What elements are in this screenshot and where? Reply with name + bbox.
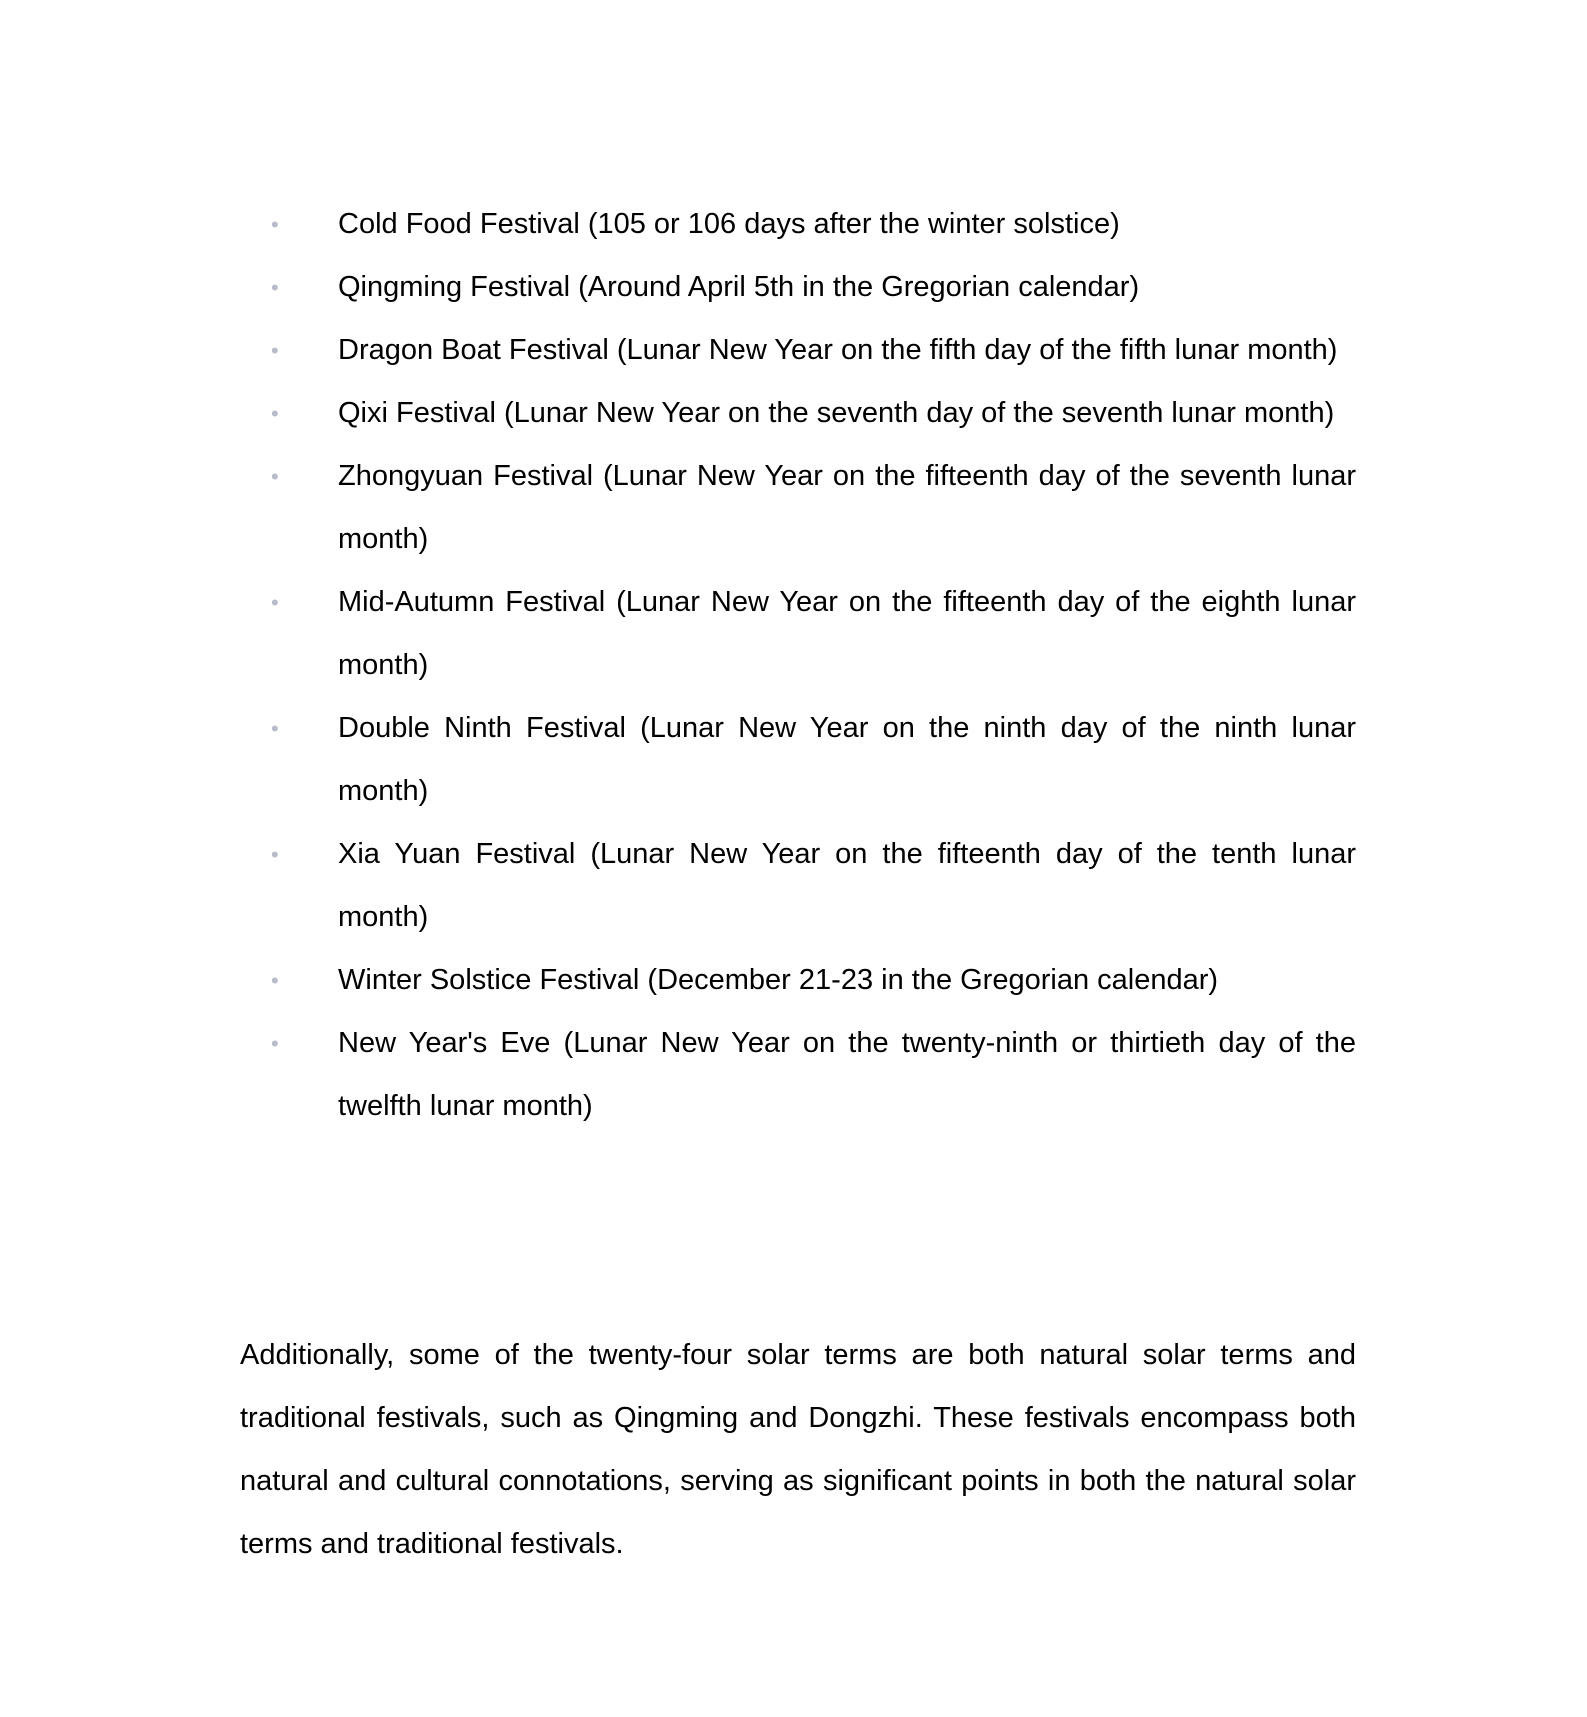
bullet-icon: [271, 382, 279, 445]
list-item-text: New Year's Eve (Lunar New Year on the twenty-ninth or thirtieth day of the twelfth lunar month): [338, 1027, 1356, 1122]
list-item: [240, 949, 1356, 1012]
list-item: [240, 445, 1356, 571]
bullet-icon: [271, 1012, 279, 1075]
bullet-icon: [271, 445, 279, 508]
bullet-icon: [271, 823, 279, 886]
bullet-icon: [271, 571, 279, 634]
list-item: [240, 193, 1356, 256]
list-item-text: Double Ninth Festival (Lunar New Year on the ninth day of the ninth lunar month): [338, 712, 1356, 807]
bullet-icon: [271, 193, 279, 256]
bullet-icon: [271, 319, 279, 382]
closing-paragraph: Additionally, some of the twenty-four solar terms are both natural solar terms and traditional festivals, such as Qingming and Dongzhi. These festivals encompass both natural and cultural connotations, serving as significant points in both the natural solar terms and traditional festivals.: [240, 1339, 1356, 1560]
list-item: [240, 256, 1356, 319]
list-item-text: Xia Yuan Festival (Lunar New Year on the fifteenth day of the tenth lunar month): [338, 838, 1356, 933]
list-item-text: Cold Food Festival (105 or 106 days after the winter solstice): [338, 208, 1120, 240]
list-item: [240, 1012, 1356, 1138]
bullet-icon: [271, 697, 279, 760]
bullet-icon: [271, 256, 279, 319]
list-item: [240, 319, 1356, 382]
list-item: [240, 823, 1356, 949]
bullet-icon: [271, 949, 279, 1012]
list-item: [240, 571, 1356, 697]
festival-list: [240, 193, 1356, 1138]
list-item-text: Qingming Festival (Around April 5th in the Gregorian calendar): [338, 271, 1140, 303]
list-item-text: Qixi Festival (Lunar New Year on the seventh day of the seventh lunar month): [338, 397, 1335, 429]
list-item-text: Mid-Autumn Festival (Lunar New Year on the fifteenth day of the eighth lunar month): [338, 586, 1356, 681]
list-item-text: Dragon Boat Festival (Lunar New Year on the fifth day of the fifth lunar month): [338, 334, 1338, 366]
list-item: [240, 382, 1356, 445]
list-item-text: Winter Solstice Festival (December 21-23 in the Gregorian calendar): [338, 964, 1219, 996]
list-item-text: Zhongyuan Festival (Lunar New Year on the fifteenth day of the seventh lunar month): [338, 460, 1356, 555]
list-item: [240, 697, 1356, 823]
